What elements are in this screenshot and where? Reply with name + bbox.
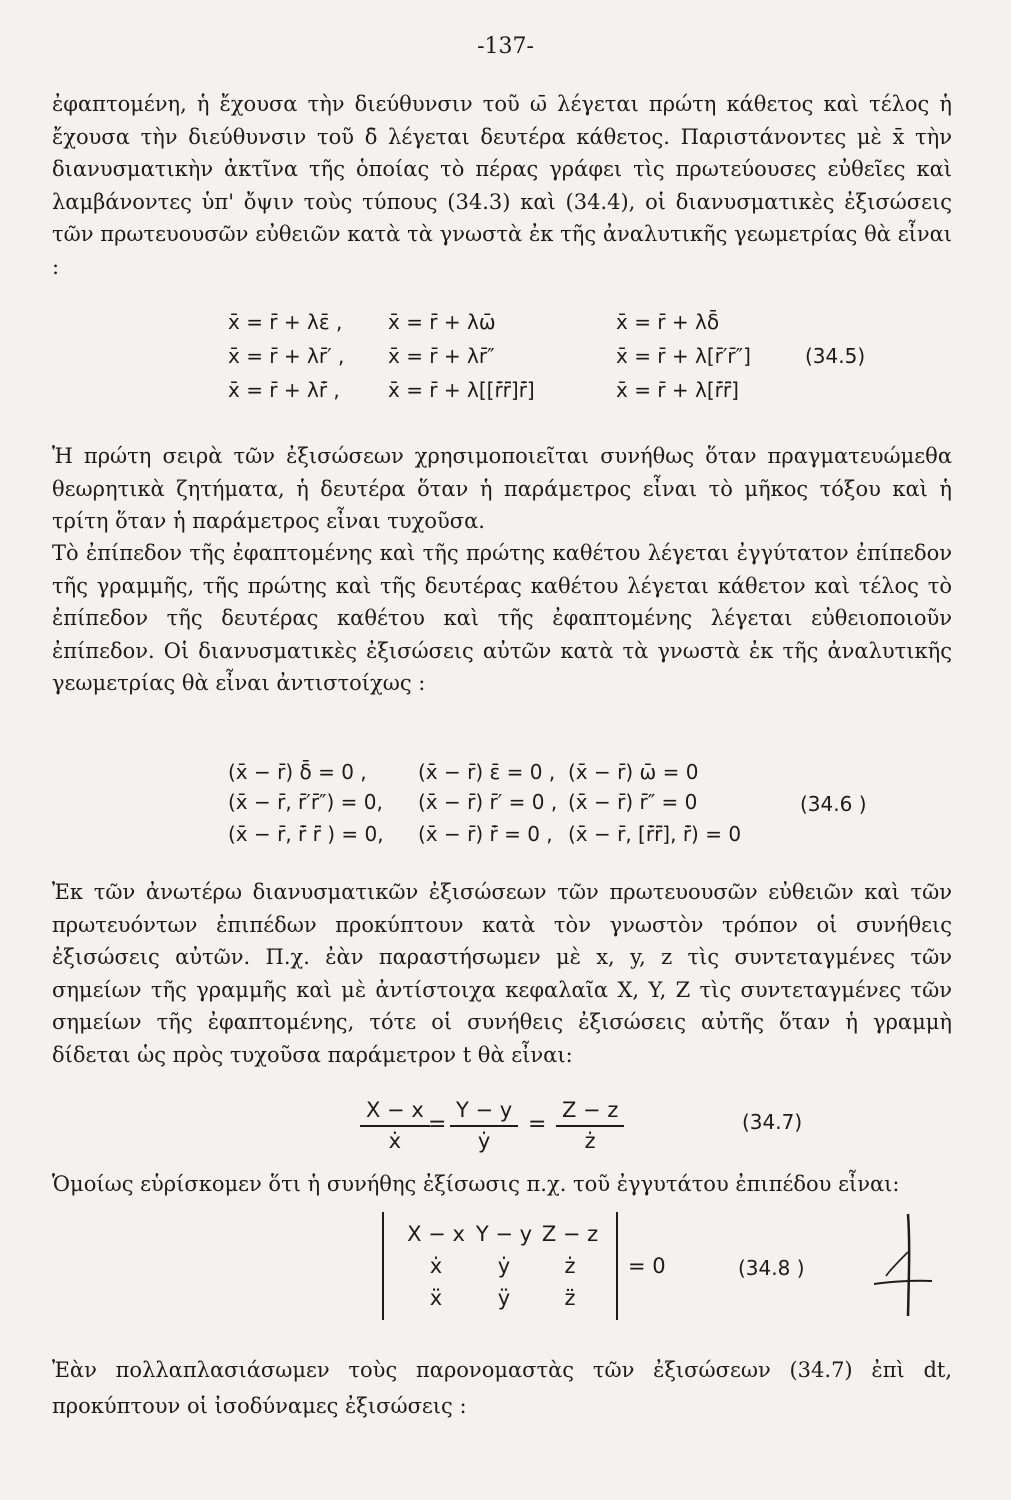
eq-34-5-r2c2: x̄ = r̄ + λr̄″ <box>388 344 495 368</box>
det-cell-3-2: ÿ <box>497 1286 511 1310</box>
equation-34-6 <box>228 760 768 860</box>
determinant-34-8 <box>382 1212 618 1320</box>
eq-34-6-r3c2: (x̄ − r̄) r̄̇ = 0 , <box>418 822 553 846</box>
eq-34-5-r1c1: x̄ = r̄ + λε̄ , <box>228 310 343 334</box>
equation-34-5 <box>228 310 751 410</box>
fraction-y-denominator: ẏ <box>477 1129 491 1153</box>
paragraph-principal-planes: Τὸ ἐπίπεδον τῆς ἐφαπτομένης καὶ τῆς πρώτης καθέτου λέγεται ἐγγύτατον ἐπίπεδον τῆς γραμμῆς, τῆς πρώτης καὶ τῆς δευτέρας καθέτου λέγεται κάθετον καὶ τέλος τὸ ἐπίπεδον τῆς δευτέρας καθέτου καὶ τῆς ἐφαπτομένης λέγεται εὐθειοποιοῦν ἐπίπεδον. Οἱ διανυσματικὲς ἐξισώσεις αὐτῶν κατὰ τὰ γνωστὰ ἐκ τῆς ἀναλυτικῆς γεωμετρίας θὰ εἶναι ἀντιστοίχως : <box>52 541 952 696</box>
eq-34-5-r1c2: x̄ = r̄ + λω̄ <box>388 310 496 334</box>
eq-34-6-r1c2: (x̄ − r̄) ε̄ = 0 , <box>418 760 556 784</box>
fraction-x <box>360 1098 430 1153</box>
page-number: -137- <box>477 34 534 59</box>
fraction-z-numerator: Z − z <box>556 1098 624 1127</box>
det-cell-1-3: Z − z <box>541 1222 599 1246</box>
eq-label-34-5: (34.5) <box>805 344 866 368</box>
det-cell-3-3: z̈ <box>564 1286 576 1310</box>
fraction-z-denominator: ż <box>584 1129 596 1153</box>
paragraph-multiply-by-dt: Ἐὰν πολλαπλασιάσωμεν τοὺς παρονομαστὰς τῶν ἐξισώσεων (34.7) ἐπὶ dt, προκύπτουν οἱ ἰσοδύναμες ἐξισώσεις : <box>52 1358 952 1418</box>
paragraph-usage-of-equations: Ἡ πρώτη σειρὰ τῶν ἐξισώσεων χρησιμοποιεῖται συνήθως ὅταν πραγματευώμεθα θεωρητικὰ ζητήματα, ἡ δευτέρα ὅταν ἡ παράμετρος εἶναι τὸ μῆκος τόξου καὶ ἡ τρίτη ὅταν ἡ παράμετρος εἶναι τυχοῦσα. <box>52 444 952 534</box>
eq-label-34-6: (34.6 ) <box>800 792 867 816</box>
eq-34-6-r2c1: (x̄ − r̄, r̄′r̄″) = 0, <box>228 790 383 814</box>
fraction-x-denominator: ẋ <box>388 1129 402 1153</box>
eq-label-34-7: (34.7) <box>742 1110 803 1134</box>
eq-34-7-equals-1: = <box>428 1112 447 1137</box>
det-cell-2-1: ẋ <box>429 1254 443 1278</box>
det-cell-2-3: ż <box>564 1254 576 1278</box>
paragraph-ordinary-equations: Ἐκ τῶν ἀνωτέρω διανυσματικῶν ἐξισώσεων τῶν πρωτευουσῶν εὐθειῶν καὶ τῶν πρωτευόντων ἐπιπέδων προκύπτουν κατὰ τὸν γνωστὸν τρόπον οἱ συνήθεις ἐξισώσεις αὐτῶν. Π.χ. ἐὰν παραστήσωμεν μὲ x, y, z τὶς συντεταγμένες τῶν σημείων τῆς γραμμῆς καὶ μὲ ἀντίστοιχα κεφαλαῖα X, Y, Z τὶς συντεταγμένες τῶν σημείων τῆς ἐφαπτομένης, τότε οἱ συνήθεις ἐξισώσεις αὐτῆς ὅταν ἡ γραμμὴ δίδεται ὡς πρὸς τυχοῦσα παράμετρον t θὰ εἶναι: <box>52 880 952 1067</box>
eq-34-5-r3c1: x̄ = r̄ + λr̄̇ , <box>228 378 340 402</box>
eq-34-6-r3c3: (x̄ − r̄, [r̄̇r̄̈], r̄̇) = 0 <box>568 822 742 846</box>
eq-34-7-equals-2: = <box>528 1112 547 1137</box>
eq-34-5-r2c1: x̄ = r̄ + λr̄′ , <box>228 344 345 368</box>
fraction-z <box>556 1098 624 1153</box>
paragraph-osculating-plane: Ὁμοίως εὑρίσκομεν ὅτι ἡ συνήθης ἐξίσωσις π.χ. τοῦ ἐγγυτάτου ἐπιπέδου εἶναι: <box>52 1172 900 1196</box>
fraction-y <box>450 1098 518 1153</box>
fraction-y-numerator: Y − y <box>450 1098 518 1127</box>
det-cell-3-1: ẍ <box>429 1286 443 1310</box>
det-cell-1-2: Y − y <box>475 1222 533 1246</box>
eq-34-8-rhs: = 0 <box>628 1254 666 1278</box>
paragraph-principal-lines: ἐφαπτομένη, ἡ ἔχουσα τὴν διεύθυνσιν τοῦ ω̄ λέγεται πρώτη κάθετος καὶ τέλος ἡ ἔχουσα τὴν διεύθυνσιν τοῦ δ̄ λέγεται δευτέρα κάθετος. Παριστάνοντες μὲ x̄ τὴν διανυσματικὴν ἀκτῖνα τῆς ὁποίας τὸ πέρας γράφει τὶς πρωτεύουσες εὐθεῖες καὶ λαμβάνοντες ὑπ' ὄψιν τοὺς τύπους (34.3) καὶ (34.4), οἱ διανυσματικὲς ἐξισώσεις τῶν πρωτευουσῶν εὐθειῶν κατὰ τὰ γνωστὰ ἐκ τῆς ἀναλυτικῆς γεωμετρίας θὰ εἶναι : <box>52 92 952 279</box>
det-cell-2-2: ẏ <box>497 1254 511 1278</box>
eq-34-6-r2c3: (x̄ − r̄) r̄″ = 0 <box>568 790 698 814</box>
eq-34-6-r1c3: (x̄ − r̄) ω̄ = 0 <box>568 760 699 784</box>
eq-34-5-r3c2: x̄ = r̄ + λ[[r̄̇r̄̈]r̄̇] <box>388 378 535 402</box>
eq-34-6-r1c1: (x̄ − r̄) δ̄ = 0 , <box>228 760 367 784</box>
det-cell-1-1: X − x <box>407 1222 465 1246</box>
fraction-x-numerator: X − x <box>360 1098 430 1127</box>
handwritten-mark <box>868 1212 938 1322</box>
eq-label-34-8: (34.8 ) <box>738 1256 805 1280</box>
eq-34-5-r1c3: x̄ = r̄ + λδ̄ <box>616 310 720 334</box>
eq-34-5-r3c3: x̄ = r̄ + λ[r̄̇r̄̈] <box>616 378 739 402</box>
eq-34-6-r3c1: (x̄ − r̄, r̄̇ r̄̈ ) = 0, <box>228 822 384 846</box>
eq-34-6-r2c2: (x̄ − r̄) r̄′ = 0 , <box>418 790 558 814</box>
eq-34-5-r2c3: x̄ = r̄ + λ[r̄′r̄″] <box>616 344 751 368</box>
